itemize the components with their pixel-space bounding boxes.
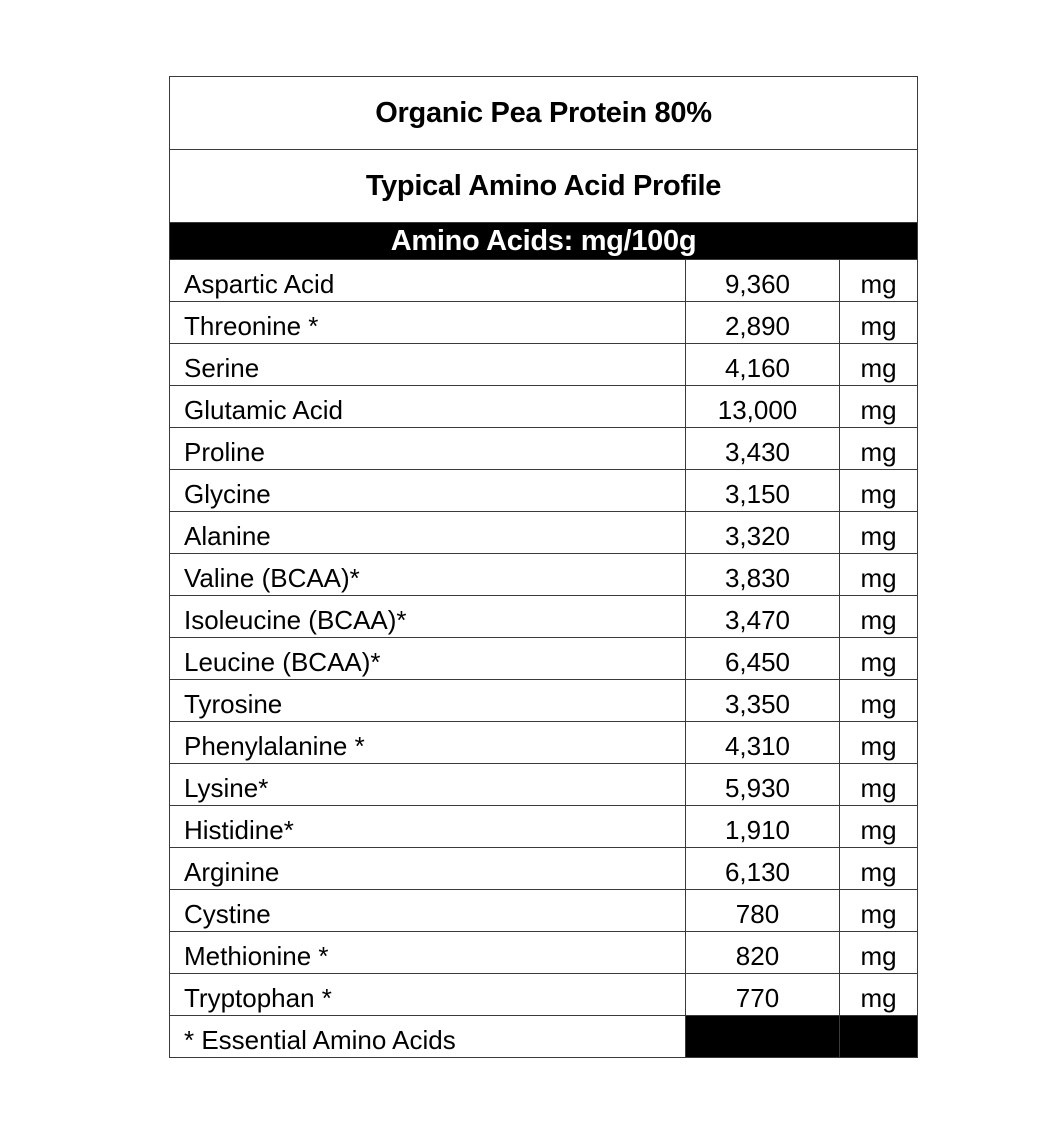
amino-acid-name: Isoleucine (BCAA)* [170,596,686,638]
table-row [170,512,918,554]
amino-acid-unit: mg [840,974,918,1016]
footnote-text: * Essential Amino Acids [170,1016,686,1058]
amino-acid-unit: mg [840,848,918,890]
subtitle-row [170,150,918,223]
amino-acid-value: 770 [686,974,840,1016]
table-row [170,470,918,512]
amino-acid-value: 5,930 [686,764,840,806]
amino-acid-name: Histidine* [170,806,686,848]
amino-acid-name: Glutamic Acid [170,386,686,428]
amino-acid-name: Lysine* [170,764,686,806]
table-title: Organic Pea Protein 80% [170,77,918,150]
amino-acid-unit: mg [840,554,918,596]
table-row [170,764,918,806]
amino-acid-unit: mg [840,344,918,386]
amino-acid-unit: mg [840,260,918,302]
amino-acid-name: Tryptophan * [170,974,686,1016]
amino-acid-name: Threonine * [170,302,686,344]
amino-acid-name: Alanine [170,512,686,554]
amino-acid-unit: mg [840,806,918,848]
amino-acid-value: 4,310 [686,722,840,764]
amino-acid-value: 6,450 [686,638,840,680]
table-row [170,932,918,974]
amino-acid-name: Aspartic Acid [170,260,686,302]
table-row [170,680,918,722]
amino-acid-unit: mg [840,890,918,932]
table-row [170,428,918,470]
amino-acid-value: 3,430 [686,428,840,470]
amino-acid-value: 4,160 [686,344,840,386]
amino-acid-value: 13,000 [686,386,840,428]
table-row [170,344,918,386]
amino-acid-value: 820 [686,932,840,974]
amino-acid-value: 3,470 [686,596,840,638]
table-row [170,386,918,428]
amino-acid-value: 1,910 [686,806,840,848]
amino-acid-value: 780 [686,890,840,932]
amino-acid-name: Proline [170,428,686,470]
footnote-filler-cell [840,1016,918,1058]
amino-acid-table [169,76,918,1058]
amino-acid-unit: mg [840,428,918,470]
table-row [170,638,918,680]
amino-acid-unit: mg [840,512,918,554]
header-band-row [170,223,918,260]
table-row [170,974,918,1016]
amino-acid-name: Leucine (BCAA)* [170,638,686,680]
amino-acid-unit: mg [840,386,918,428]
amino-acid-value: 3,320 [686,512,840,554]
amino-acid-name: Cystine [170,890,686,932]
amino-acid-unit: mg [840,302,918,344]
amino-acid-unit: mg [840,680,918,722]
amino-acid-name: Methionine * [170,932,686,974]
footnote-filler-cell [686,1016,840,1058]
amino-acid-value: 9,360 [686,260,840,302]
amino-acid-value: 3,150 [686,470,840,512]
amino-acid-name: Tyrosine [170,680,686,722]
table-row [170,848,918,890]
table-row [170,890,918,932]
table-row [170,596,918,638]
amino-acid-name: Phenylalanine * [170,722,686,764]
amino-acid-name: Serine [170,344,686,386]
amino-acid-value: 2,890 [686,302,840,344]
amino-acid-name: Arginine [170,848,686,890]
amino-acid-unit: mg [840,722,918,764]
title-row [170,77,918,150]
table-row [170,806,918,848]
table-subtitle: Typical Amino Acid Profile [170,150,918,223]
amino-acid-value: 3,830 [686,554,840,596]
amino-acid-unit: mg [840,764,918,806]
amino-acid-unit: mg [840,638,918,680]
amino-acid-name: Valine (BCAA)* [170,554,686,596]
table-row [170,554,918,596]
header-band: Amino Acids: mg/100g [170,223,918,260]
amino-acid-value: 6,130 [686,848,840,890]
amino-acid-unit: mg [840,932,918,974]
table-row [170,302,918,344]
amino-acid-unit: mg [840,596,918,638]
amino-acid-name: Glycine [170,470,686,512]
table-row [170,260,918,302]
footnote-row [170,1016,918,1058]
amino-acid-unit: mg [840,470,918,512]
table-row [170,722,918,764]
amino-acid-value: 3,350 [686,680,840,722]
